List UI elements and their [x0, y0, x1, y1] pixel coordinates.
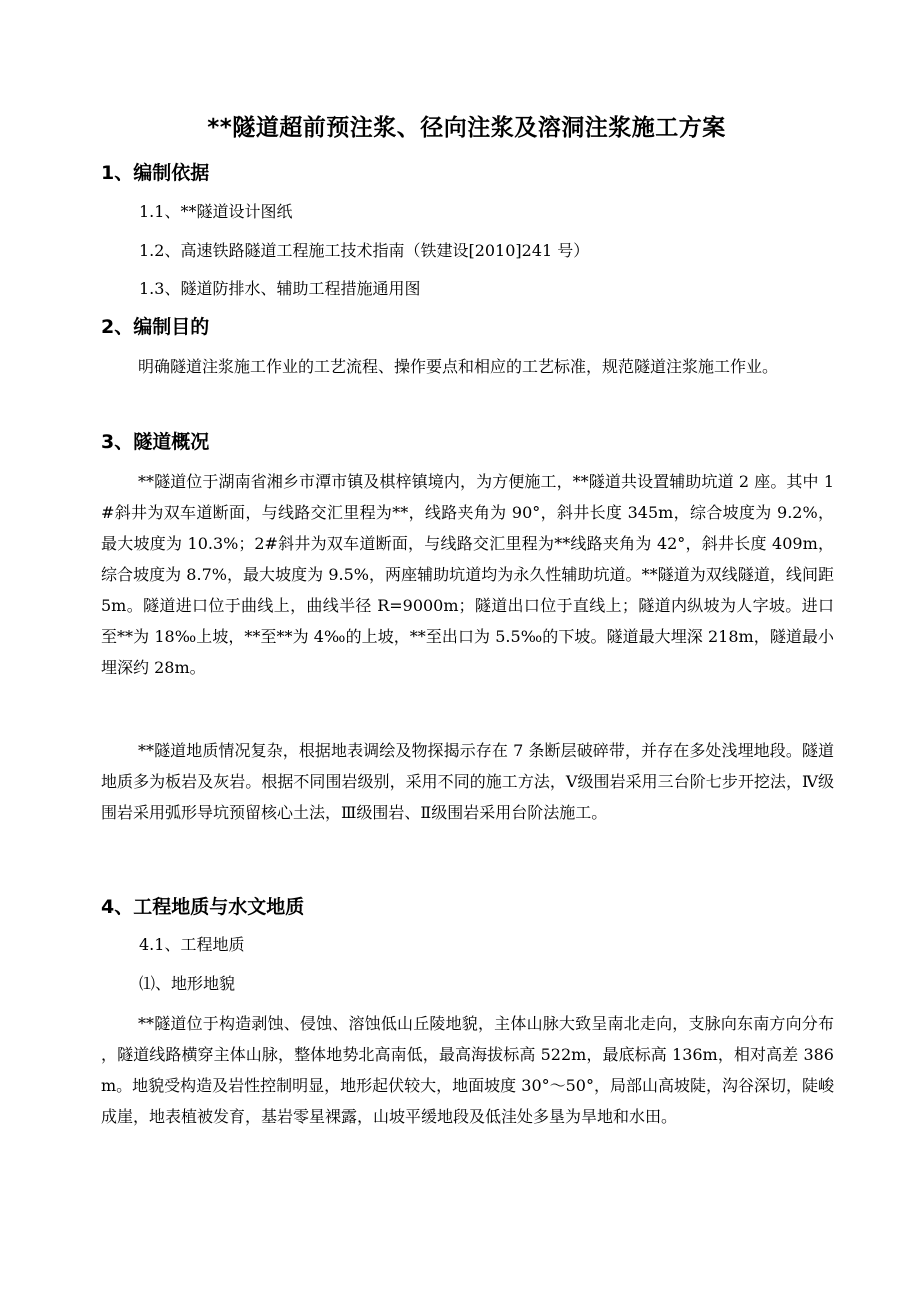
geology-item-landform: ⑴、地形地貌	[139, 974, 236, 993]
section-heading-geology: 4、工程地质与水文地质	[101, 896, 305, 918]
overview-paragraph-2: **隧道地质情况复杂，根据地表调绘及物探揭示存在 7 条断层破碎带，并存在多处浅埋地段。隧道地质多为板岩及灰岩。根据不同围岩级别，采用不同的施工方法，Ⅴ级围岩采用三台阶七步开挖法，Ⅳ级围岩采用弧形导坑预留核心土法，Ⅲ级围岩、Ⅱ级围岩采用台阶法施工。	[101, 741, 834, 822]
geology-item-engineering: 4.1、工程地质	[139, 935, 245, 954]
basis-item-2: 1.2、高速铁路隧道工程施工技术指南（铁建设[2010]241 号）	[139, 241, 590, 260]
basis-item-1: 1.1、**隧道设计图纸	[139, 202, 293, 221]
document-title: **隧道超前预注浆、径向注浆及溶洞注浆施工方案	[207, 115, 726, 141]
purpose-paragraph: 明确隧道注浆施工作业的工艺流程、操作要点和相应的工艺标准，规范隧道注浆施工作业。	[138, 357, 779, 376]
basis-item-3: 1.3、隧道防排水、辅助工程措施通用图	[139, 279, 421, 298]
section-heading-overview: 3、隧道概况	[101, 431, 210, 453]
section-heading-basis: 1、编制依据	[101, 162, 210, 184]
overview-paragraph-1: **隧道位于湖南省湘乡市潭市镇及棋梓镇境内，为方便施工，**隧道共设置辅助坑道 2 座。其中 1#斜井为双车道断面，与线路交汇里程为**，线路夹角为 90°，斜井长度 345m，综合坡度为 9.2%，最大坡度为 10.3%；2#斜井为双车道断面，与线路交汇里程为**线路夹角为 42°，斜井长度 409m，综合坡度为 8.7%，最大坡度为 9.5%，两座辅助坑道均为永久性辅助坑道。**隧道为双线隧道，线间距 5m。隧道进口位于曲线上，曲线半径 R=9000m；隧道出口位于直线上；隧道内纵坡为人字坡。进口至**为 18‰上坡，**至**为 4‰的上坡，**至出口为 5.5‰的下坡。隧道最大埋深 218m，隧道最小埋深约 28m。	[101, 472, 834, 677]
landform-paragraph: **隧道位于构造剥蚀、侵蚀、溶蚀低山丘陵地貌，主体山脉大致呈南北走向，支脉向东南方向分布，隧道线路横穿主体山脉，整体地势北高南低，最高海拔标高 522m，最底标高 136m，相对高差 386m。地貌受构造及岩性控制明显，地形起伏较大，地面坡度 30°～50°，局部山高坡陡，沟谷深切，陡峻成崖，地表植被发育，基岩零星裸露，山坡平缓地段及低洼处多垦为旱地和水田。	[101, 1014, 834, 1126]
section-heading-purpose: 2、编制目的	[101, 316, 210, 338]
